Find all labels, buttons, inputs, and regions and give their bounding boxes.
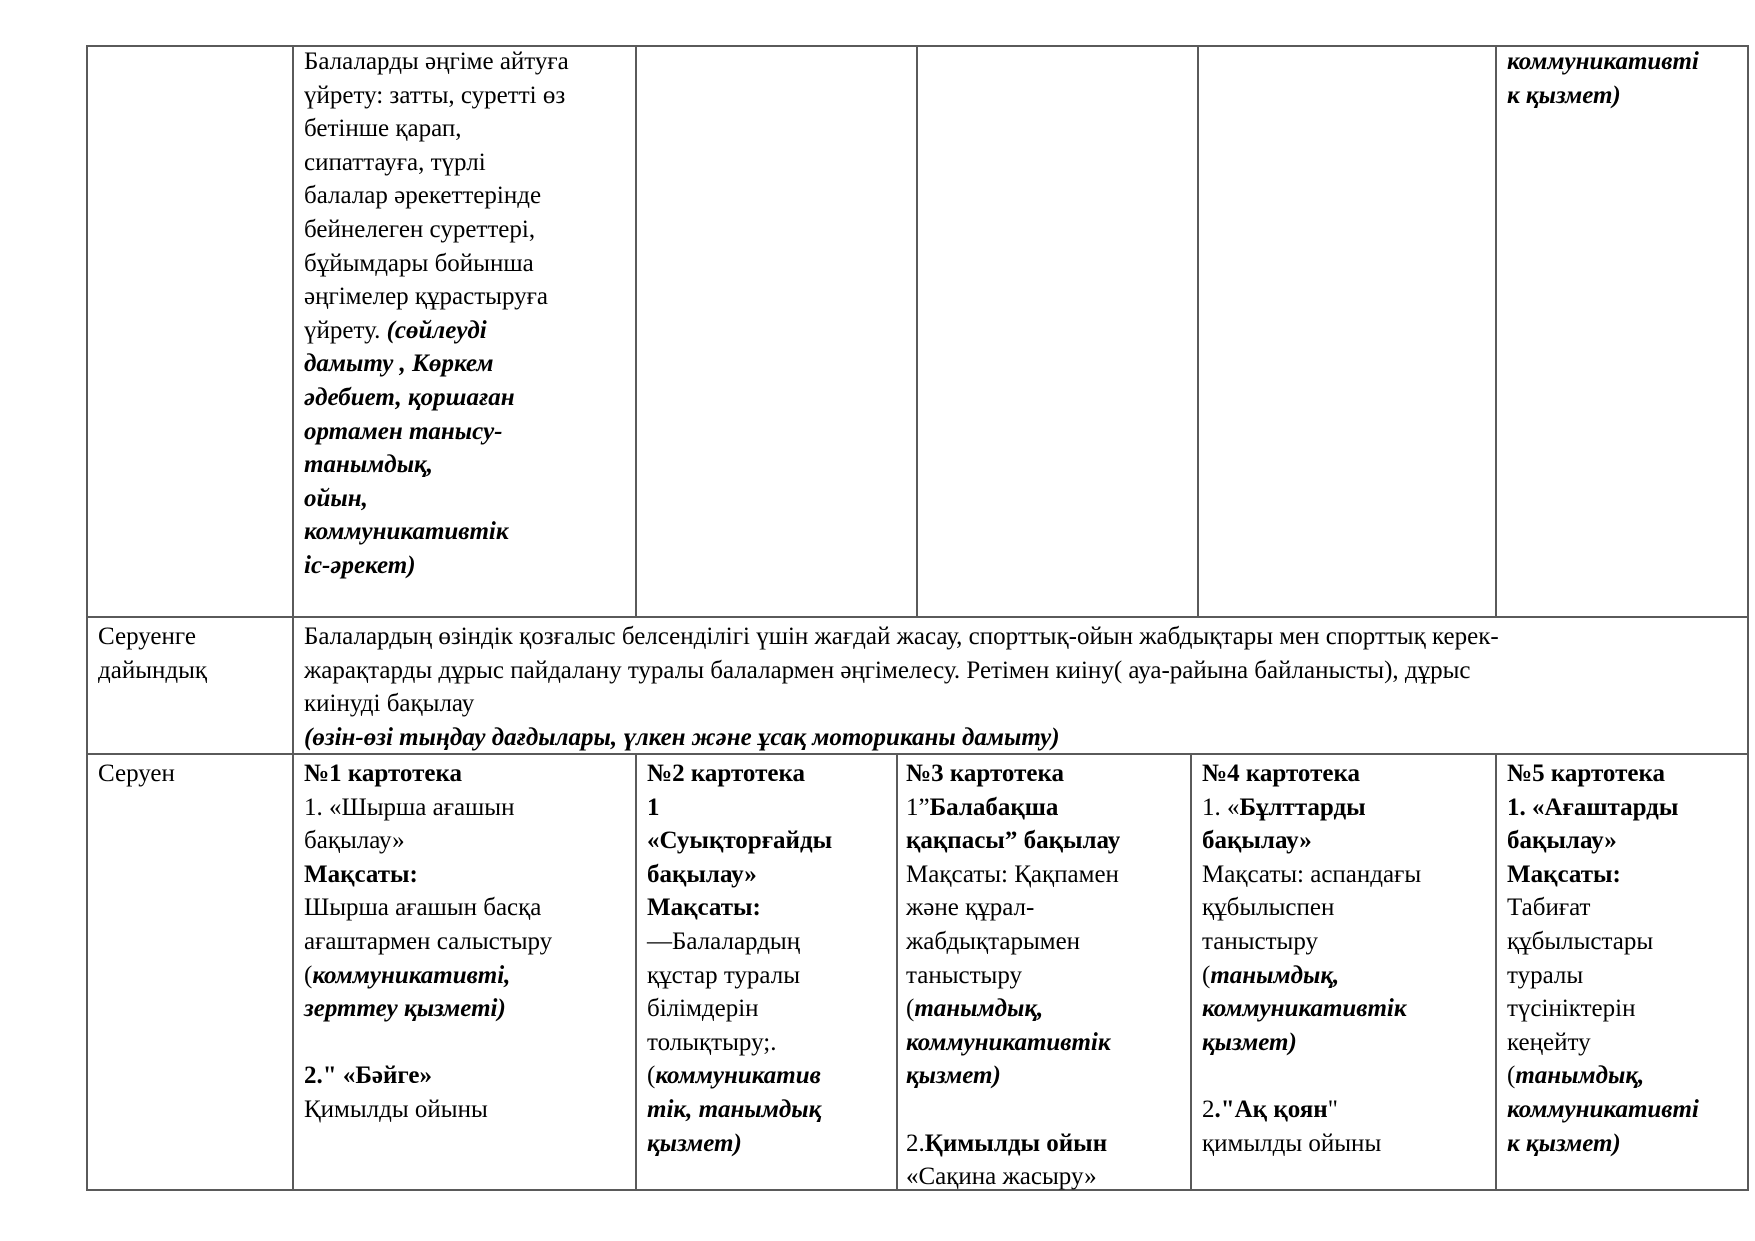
text-line — [304, 448, 569, 482]
text-run: Бұлттарды — [1239, 793, 1366, 821]
text-run: 1. «Шырша ағашын — [304, 793, 515, 821]
text-line — [906, 1127, 1120, 1161]
text-run: 1. « — [1202, 793, 1240, 821]
text-line — [304, 213, 569, 247]
text-run: ( — [906, 995, 915, 1023]
text-run: қимылды ойыны — [1202, 1129, 1382, 1157]
text-line — [647, 858, 832, 892]
text-line — [647, 925, 832, 959]
text-run: бақылау» — [304, 827, 405, 855]
text-run: к қызмет) — [1507, 81, 1621, 109]
text-line — [647, 959, 832, 993]
text-line — [647, 992, 832, 1026]
text-line — [647, 791, 832, 825]
text-line — [304, 891, 552, 925]
text-run: қызмет) — [647, 1129, 742, 1157]
table-border-label-column — [292, 45, 294, 1191]
table-border-row3-col4 — [1190, 754, 1192, 1191]
text-run: Серуенге — [98, 623, 196, 650]
text-line — [1202, 858, 1421, 892]
text-line — [1507, 858, 1699, 892]
text-run: ( — [1507, 1062, 1516, 1090]
text-run: 2. — [906, 1129, 925, 1157]
text-line — [647, 824, 832, 858]
text-run: үйрету: затты, суретті өз — [304, 81, 566, 109]
row3-col5-cell — [1507, 757, 1699, 1160]
row3-col4-cell — [1202, 757, 1421, 1160]
text-run: коммуникативтік — [304, 518, 509, 546]
text-line — [304, 757, 552, 791]
text-run: Қимылды ойын — [924, 1129, 1108, 1157]
text-line — [906, 1160, 1120, 1194]
text-run: бұйымдары бойынша — [304, 249, 534, 277]
text-run: коммуникативтік — [1202, 995, 1407, 1023]
text-line — [1202, 925, 1421, 959]
text-run: 1 — [647, 793, 660, 821]
text-run: Серуен — [98, 760, 175, 787]
text-run: танымдық, — [304, 451, 433, 479]
text-line — [906, 959, 1120, 993]
text-run: бейнелеген суреттері, — [304, 215, 536, 243]
text-run: Балабақша — [929, 793, 1059, 821]
text-run: білімдерін — [647, 995, 759, 1023]
text-run: сипаттауға, түрлі — [304, 148, 486, 176]
text-line — [906, 891, 1120, 925]
text-run: Шырша ағашын басқа — [304, 894, 542, 922]
text-run: ағаштармен салыстыру — [304, 927, 553, 955]
text-line — [304, 858, 552, 892]
text-line — [304, 1026, 552, 1060]
text-run: №2 картотека — [647, 760, 805, 787]
text-run: және құрал- — [906, 894, 1035, 922]
table-border-row1-col3 — [916, 45, 918, 617]
text-line — [1202, 1059, 1421, 1093]
text-line — [1507, 1093, 1699, 1127]
text-line — [906, 757, 1120, 791]
text-run: құбылыспен — [1202, 894, 1335, 922]
text-line — [906, 1059, 1120, 1093]
text-line — [1507, 757, 1699, 791]
text-line — [647, 1059, 832, 1093]
text-line — [1507, 1127, 1699, 1161]
text-run: №1 картотека — [304, 760, 462, 787]
text-line — [304, 791, 552, 825]
text-line — [1507, 992, 1699, 1026]
text-run: жарақтарды дұрыс пайдалану туралы балалармен әңгімелесу. Ретімен киіну( ауа-райына байланысты), дұрыс — [304, 656, 1471, 684]
row1-col5-cell — [1507, 45, 1699, 112]
text-run: тік, танымдық — [647, 1095, 822, 1123]
text-line — [906, 925, 1120, 959]
text-line — [1507, 45, 1699, 79]
text-run: кеңейту — [1507, 1028, 1591, 1056]
text-line — [1202, 1093, 1421, 1127]
row3-col1-cell — [304, 757, 552, 1127]
text-line — [1202, 891, 1421, 925]
text-line — [304, 179, 569, 213]
text-line — [304, 482, 569, 516]
text-line — [1507, 791, 1699, 825]
text-run: №3 картотека — [906, 760, 1064, 787]
text-run: 2." «Бәйге» — [304, 1062, 433, 1090]
text-run: бақылау» — [647, 860, 757, 888]
text-run: үйрету. — [304, 316, 387, 344]
row3-label-cell — [98, 757, 175, 791]
text-line — [1507, 79, 1699, 113]
text-run: к қызмет) — [1507, 1129, 1621, 1157]
text-run: әңгімелер құрастыруға — [304, 283, 548, 311]
text-line — [98, 654, 207, 688]
text-line — [1202, 1127, 1421, 1161]
row3-col3-cell — [906, 757, 1120, 1194]
text-line — [304, 314, 569, 348]
text-line — [304, 925, 552, 959]
text-line — [1202, 992, 1421, 1026]
text-run: дайындық — [98, 656, 208, 684]
text-line — [304, 824, 552, 858]
text-run: ойын, — [304, 484, 368, 512]
text-run: 1. «Ағаштарды — [1507, 793, 1679, 821]
text-run: ортамен танысу- — [304, 417, 503, 445]
text-run: Мақсаты: — [647, 894, 761, 922]
text-run: 1” — [906, 793, 930, 821]
text-line — [304, 515, 569, 549]
text-line — [304, 247, 569, 281]
text-run: ( — [1202, 961, 1211, 989]
text-line — [1507, 1059, 1699, 1093]
text-line — [906, 791, 1120, 825]
text-line — [304, 347, 569, 381]
text-run: балалар әрекеттерінде — [304, 182, 542, 210]
text-run: құбылыстары — [1507, 927, 1654, 955]
text-line — [906, 858, 1120, 892]
table-border-row3-col3 — [896, 754, 898, 1191]
text-line — [304, 415, 569, 449]
text-line — [647, 891, 832, 925]
text-run: Табиғат — [1507, 894, 1591, 922]
text-line — [304, 381, 569, 415]
text-line — [304, 45, 569, 79]
table-border-row1-col5 — [1495, 45, 1497, 617]
text-run: коммуникативті — [1507, 1095, 1699, 1123]
text-line — [304, 280, 569, 314]
row2-content-cell — [304, 620, 1499, 754]
text-run: Қимылды ойыны — [304, 1095, 488, 1123]
text-run: ( — [304, 961, 313, 989]
text-line — [906, 824, 1120, 858]
text-run: Балаларды әңгіме айтуға — [304, 48, 569, 75]
text-run: коммуникативті, — [312, 961, 511, 989]
text-line — [304, 1059, 552, 1093]
text-run: киінуді бақылау — [304, 690, 475, 718]
text-run: бетінше қарап, — [304, 115, 462, 143]
text-line — [98, 620, 207, 654]
text-line — [906, 1026, 1120, 1060]
text-run: қақпасы” бақылау — [906, 827, 1121, 855]
text-line — [647, 1026, 832, 1060]
text-line — [647, 757, 832, 791]
text-run: зерттеу қызметі) — [304, 995, 506, 1023]
text-run: 2 — [1202, 1095, 1215, 1123]
text-line — [304, 1093, 552, 1127]
text-run: (сөйлеуді — [386, 316, 487, 344]
text-line — [304, 112, 569, 146]
table-border-row1-col4 — [1197, 45, 1199, 617]
text-run: Мақсаты: Қақпамен — [906, 860, 1119, 888]
table-border-row3-col2 — [635, 754, 637, 1191]
text-line — [1507, 1026, 1699, 1060]
text-run: қызмет) — [906, 1062, 1001, 1090]
text-run: Балалардың өзіндік қозғалыс белсенділігі үшін жағдай жасау, спорттық-ойын жабдықтары мен спорттық керек- — [304, 623, 1499, 650]
text-run: бақылау» — [1202, 827, 1312, 855]
table-border-left — [86, 45, 88, 1191]
row2-label-cell — [98, 620, 207, 687]
text-line — [1202, 1026, 1421, 1060]
text-run: іс-әрекет) — [304, 551, 416, 579]
text-line — [304, 146, 569, 180]
text-line — [1507, 959, 1699, 993]
text-run: қызмет) — [1202, 1028, 1297, 1056]
text-run: әдебиет, қоршаған — [304, 383, 515, 411]
table-border-right — [1747, 45, 1749, 1191]
text-line — [304, 687, 1499, 721]
text-line — [304, 992, 552, 1026]
row1-col1-cell — [304, 45, 569, 583]
text-run: №5 картотека — [1507, 760, 1665, 787]
text-run: дамыту , Көркем — [304, 350, 494, 378]
text-run: №4 картотека — [1202, 760, 1360, 787]
text-run: туралы — [1507, 961, 1584, 989]
text-run: таныстыру — [1202, 927, 1318, 955]
text-run: —Балалардың — [647, 927, 801, 955]
text-line — [906, 992, 1120, 1026]
row3-col2-cell — [647, 757, 832, 1160]
text-line — [1202, 959, 1421, 993]
text-run: танымдық, — [1210, 961, 1340, 989]
text-run: (өзін-өзі тыңдау дағдылары, үлкен және ұсақ моториканы дамыту) — [304, 723, 1060, 751]
text-run: таныстыру — [906, 961, 1022, 989]
text-run: ."Ақ қоян — [1214, 1095, 1328, 1123]
text-run: толықтыру;. — [647, 1028, 777, 1056]
text-line — [1507, 891, 1699, 925]
text-line — [1202, 791, 1421, 825]
text-line — [304, 549, 569, 583]
text-run: танымдық, — [1515, 1062, 1645, 1090]
text-line — [304, 79, 569, 113]
text-run: түсініктерін — [1507, 995, 1636, 1023]
text-line — [906, 1093, 1120, 1127]
text-line — [304, 959, 552, 993]
table-border-row3-col5 — [1495, 754, 1497, 1191]
text-run: Мақсаты: — [304, 860, 418, 888]
text-run: «Сақина жасыру» — [906, 1163, 1097, 1191]
text-run: Мақсаты: аспандағы — [1202, 860, 1422, 888]
text-run: коммуникативті — [1507, 48, 1699, 75]
text-line — [647, 1127, 832, 1161]
text-line — [304, 721, 1499, 755]
text-line — [1202, 824, 1421, 858]
text-line — [1202, 757, 1421, 791]
text-run: құстар туралы — [647, 961, 801, 989]
text-run: бақылау» — [1507, 827, 1617, 855]
text-line — [304, 620, 1499, 654]
text-line — [98, 757, 175, 791]
text-line — [1507, 925, 1699, 959]
text-run: коммуникативтік — [906, 1028, 1111, 1056]
text-run: ( — [647, 1062, 656, 1090]
text-run: «Суықторғайды — [647, 827, 833, 855]
text-line — [304, 654, 1499, 688]
text-run: жабдықтарымен — [906, 927, 1081, 955]
text-run: коммуникатив — [655, 1062, 821, 1090]
text-run: " — [1327, 1095, 1338, 1123]
text-run: Мақсаты: — [1507, 860, 1621, 888]
table-border-row1-col2 — [635, 45, 637, 617]
text-line — [647, 1093, 832, 1127]
text-line — [1507, 824, 1699, 858]
text-run: танымдық, — [914, 995, 1044, 1023]
